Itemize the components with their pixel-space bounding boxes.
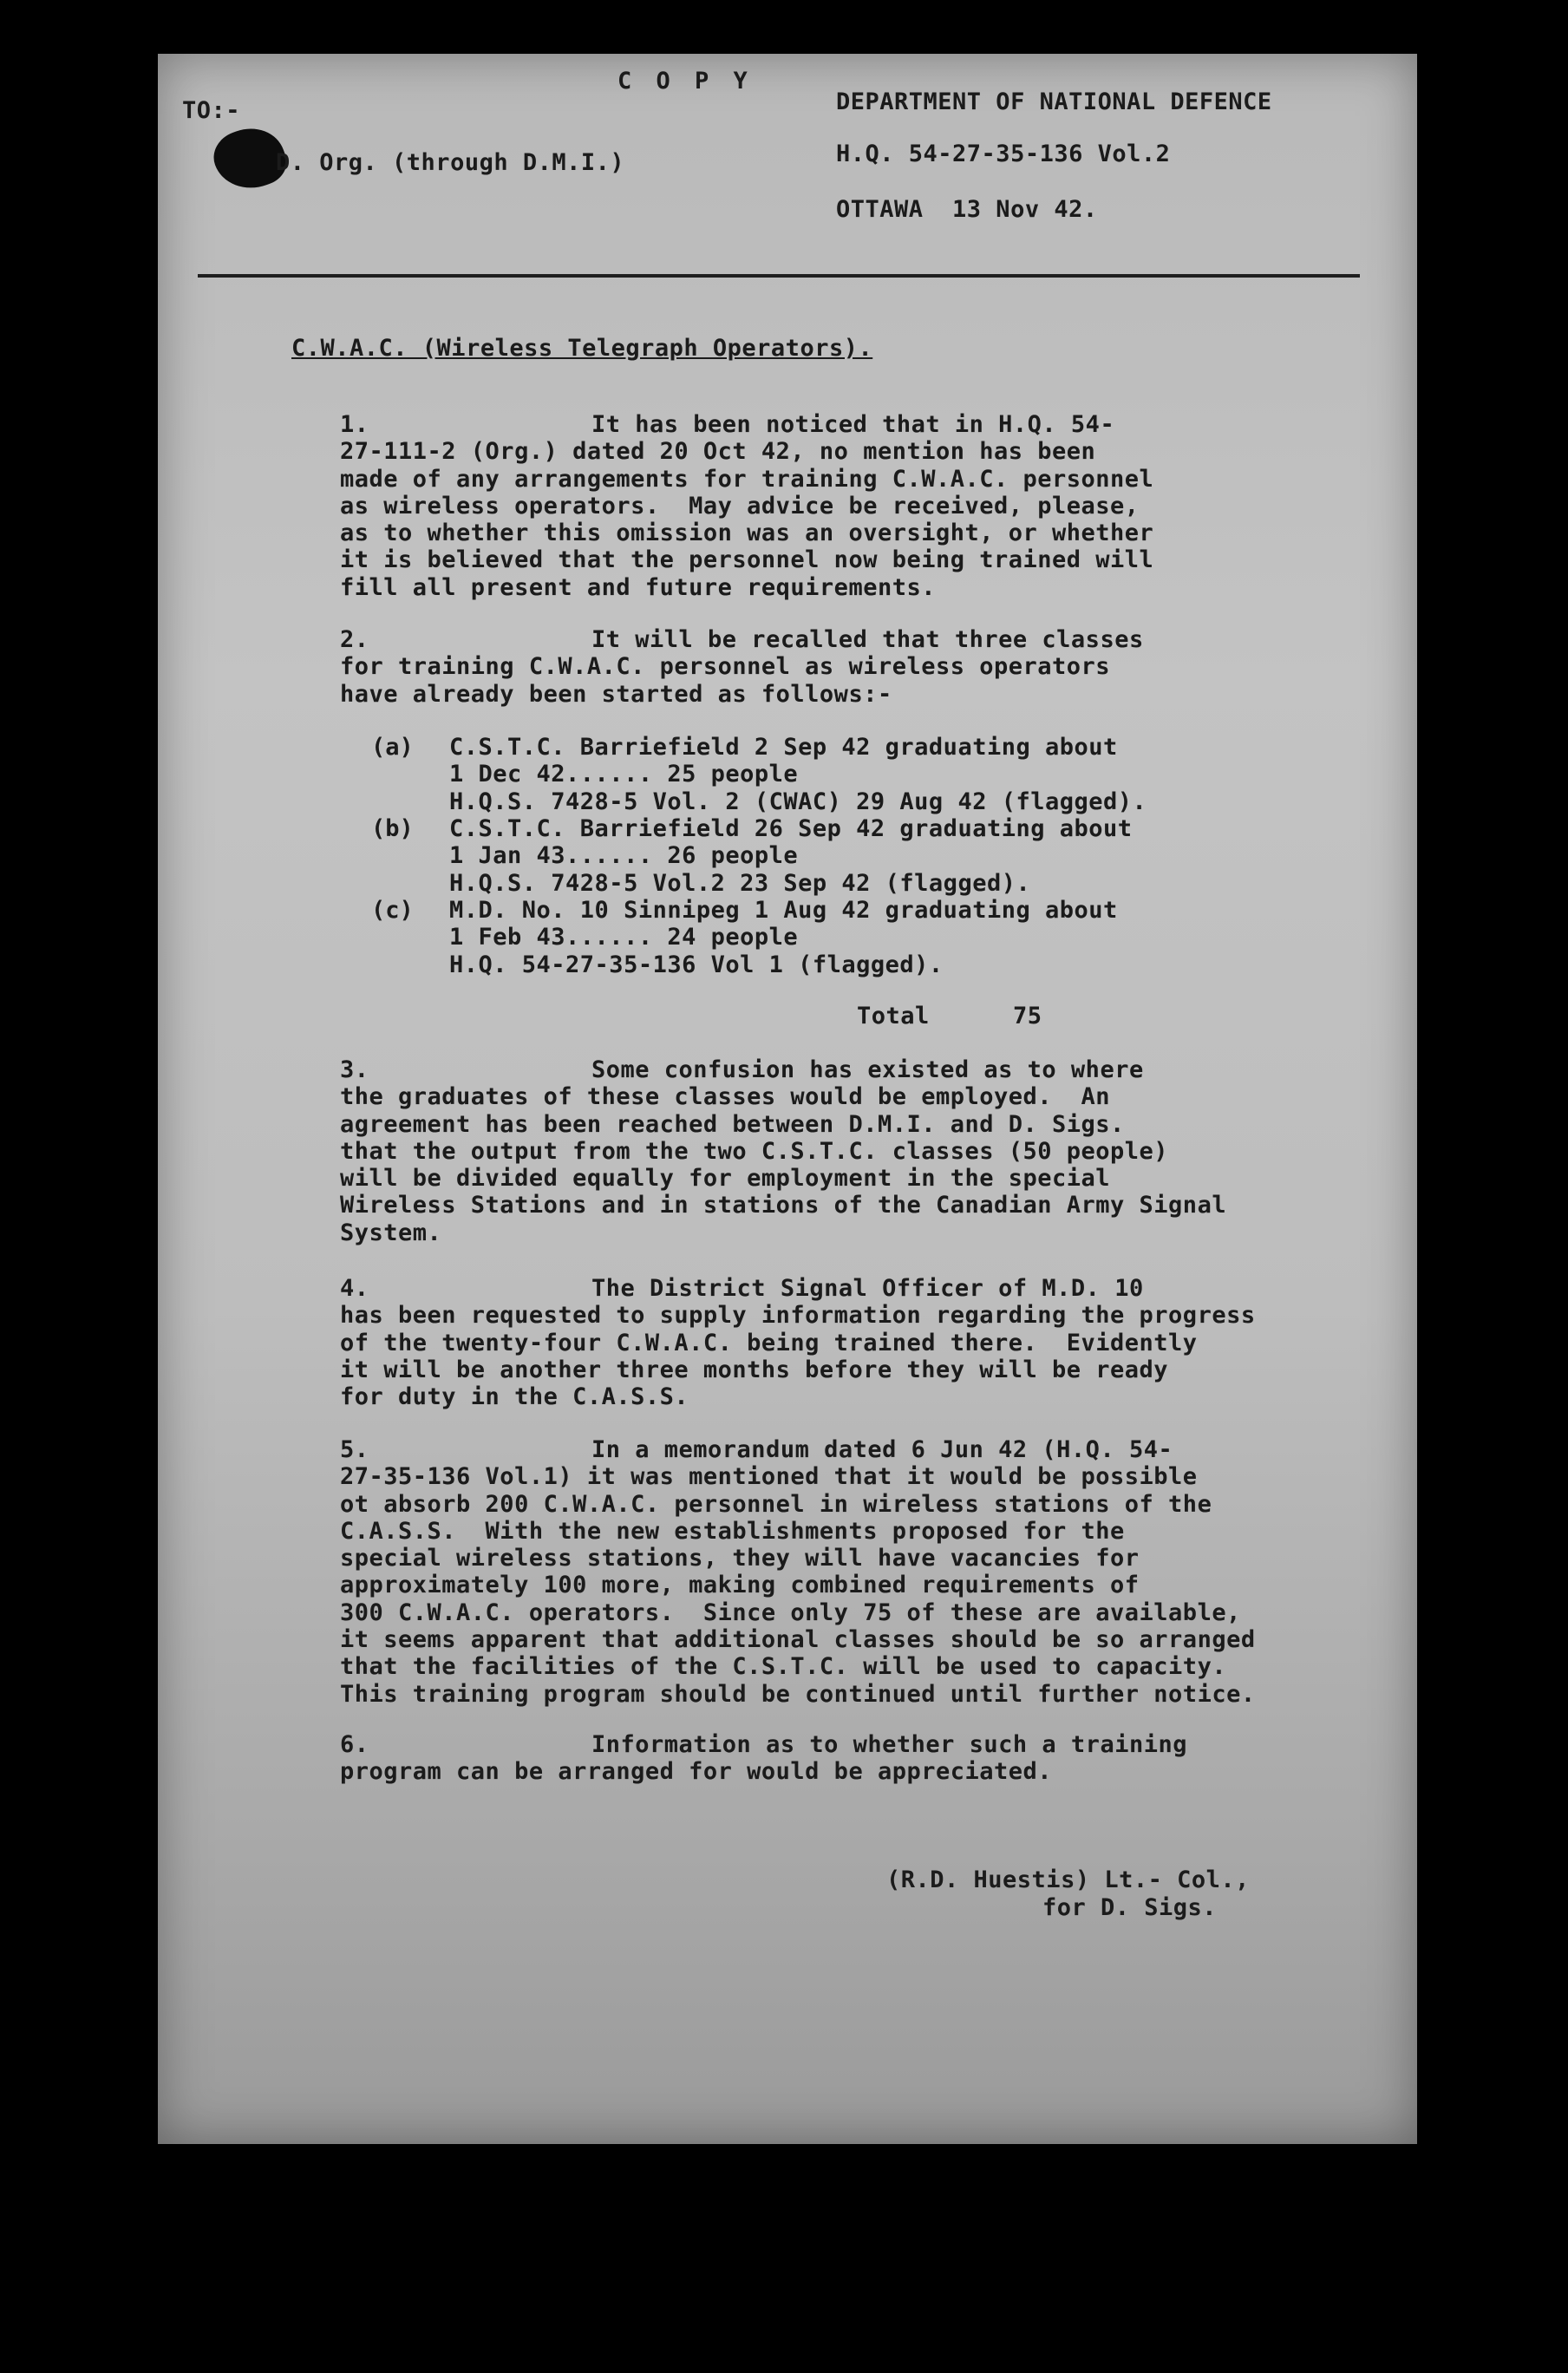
paragraph-line: System. [340, 1219, 442, 1246]
paragraph-line: 27-111-2 (Org.) dated 20 Oct 42, no mention has been [340, 438, 1096, 466]
header-divider [198, 274, 1360, 278]
paragraph-line: of the twenty-four C.W.A.C. being trained there. Evidently [340, 1329, 1198, 1356]
paragraph-line: as wireless operators. May advice be received, please, [340, 492, 1140, 520]
class-line: H.Q. 54-27-35-136 Vol 1 (flagged). [449, 951, 944, 978]
class-line: H.Q.S. 7428-5 Vol. 2 (CWAC) 29 Aug 42 (flagged). [449, 788, 1147, 815]
class-label: (c) [371, 897, 414, 924]
paragraph-line: 300 C.W.A.C. operators. Since only 75 of these are available, [340, 1598, 1241, 1626]
paragraph-line: It has been noticed that in H.Q. 54- [591, 411, 1115, 438]
paragraph-line: C.A.S.S. With the new establishments proposed for the [340, 1517, 1125, 1545]
paragraph-line: It will be recalled that three classes [591, 626, 1144, 653]
class-line: 1 Dec 42...... 25 people [449, 761, 799, 788]
paragraph-line: special wireless stations, they will have vacancies for [340, 1545, 1140, 1572]
department-name: DEPARTMENT OF NATIONAL DEFENCE [836, 88, 1272, 115]
file-reference: H.Q. 54-27-35-136 Vol.2 [836, 141, 1171, 167]
paragraph-number: 2. [340, 626, 369, 653]
to-label: TO:- [182, 97, 241, 124]
paragraph-line: 27-35-136 Vol.1) it was mentioned that it would be possible [340, 1463, 1198, 1491]
paragraph-line: that the output from the two C.S.T.C. classes (50 people) [340, 1137, 1169, 1165]
paragraph-number: 1. [340, 411, 369, 438]
paragraph-line: Wireless Stations and in stations of the Canadian Army Signal [340, 1192, 1227, 1219]
paragraph-line: program can be arranged for would be appreciated. [340, 1758, 1053, 1786]
paragraph-number: 6. [340, 1731, 369, 1758]
copy-label: C O P Y [617, 68, 753, 95]
paragraph-line: approximately 100 more, making combined requirements of [340, 1572, 1140, 1599]
paragraph-line: In a memorandum dated 6 Jun 42 (H.Q. 54- [591, 1436, 1173, 1463]
class-line: C.S.T.C. Barriefield 2 Sep 42 graduating about [449, 734, 1118, 761]
paragraph-line: it seems apparent that additional classes should be so arranged [340, 1626, 1256, 1654]
paragraph-line: it will be another three months before they will be ready [340, 1356, 1169, 1383]
paragraph-line: This training program should be continued until further notice. [340, 1680, 1256, 1708]
class-line: C.S.T.C. Barriefield 26 Sep 42 graduating about [449, 815, 1133, 842]
paragraph-line: Some confusion has existed as to where [591, 1056, 1144, 1083]
paragraph-number: 4. [340, 1275, 369, 1302]
paragraph-number: 3. [340, 1056, 369, 1083]
class-line: H.Q.S. 7428-5 Vol.2 23 Sep 42 (flagged). [449, 869, 1031, 897]
class-line: M.D. No. 10 Sinnipeg 1 Aug 42 graduating about [449, 897, 1118, 924]
paragraph-line: that the facilities of the C.S.T.C. will be used to capacity. [340, 1653, 1227, 1681]
class-label: (a) [371, 734, 414, 761]
subject-line: C.W.A.C. (Wireless Telegraph Operators). [291, 335, 873, 362]
class-label: (b) [371, 815, 414, 842]
paragraph-line: The District Signal Officer of M.D. 10 [591, 1275, 1144, 1302]
paragraph-line: for training C.W.A.C. personnel as wireless operators [340, 653, 1111, 681]
paragraph-line: made of any arrangements for training C.W.A.C. personnel [340, 465, 1154, 493]
paragraph-line: Information as to whether such a training [591, 1731, 1187, 1758]
paragraph-number: 5. [340, 1436, 369, 1463]
paragraph-line: as to whether this omission was an oversight, or whether [340, 520, 1154, 547]
place-date: OTTAWA 13 Nov 42. [836, 196, 1098, 223]
class-line: 1 Feb 43...... 24 people [449, 924, 799, 951]
signature-for: for D. Sigs. [1042, 1894, 1218, 1921]
class-line: 1 Jan 43...... 26 people [449, 842, 799, 870]
paragraph-line: fill all present and future requirements. [340, 573, 936, 601]
to-recipient: D. Org. (through D.M.I.) [276, 149, 625, 176]
paragraph-line: have already been started as follows:- [340, 680, 892, 708]
signature-name: (R.D. Huestis) Lt.- Col., [886, 1866, 1250, 1893]
paragraph-line: for duty in the C.A.S.S. [340, 1383, 689, 1411]
paragraph-line: agreement has been reached between D.M.I. and D. Sigs. [340, 1110, 1125, 1138]
paragraph-line: it is believed that the personnel now being trained will [340, 546, 1154, 574]
paragraph-line: the graduates of these classes would be employed. An [340, 1083, 1111, 1111]
total-value: 75 [1013, 1003, 1042, 1030]
paragraph-line: has been requested to supply information regarding the progress [340, 1302, 1256, 1330]
paragraph-line: ot absorb 200 C.W.A.C. personnel in wireless stations of the [340, 1490, 1212, 1518]
paragraph-line: will be divided equally for employment in the special [340, 1165, 1111, 1193]
total-label: Total [857, 1003, 930, 1030]
